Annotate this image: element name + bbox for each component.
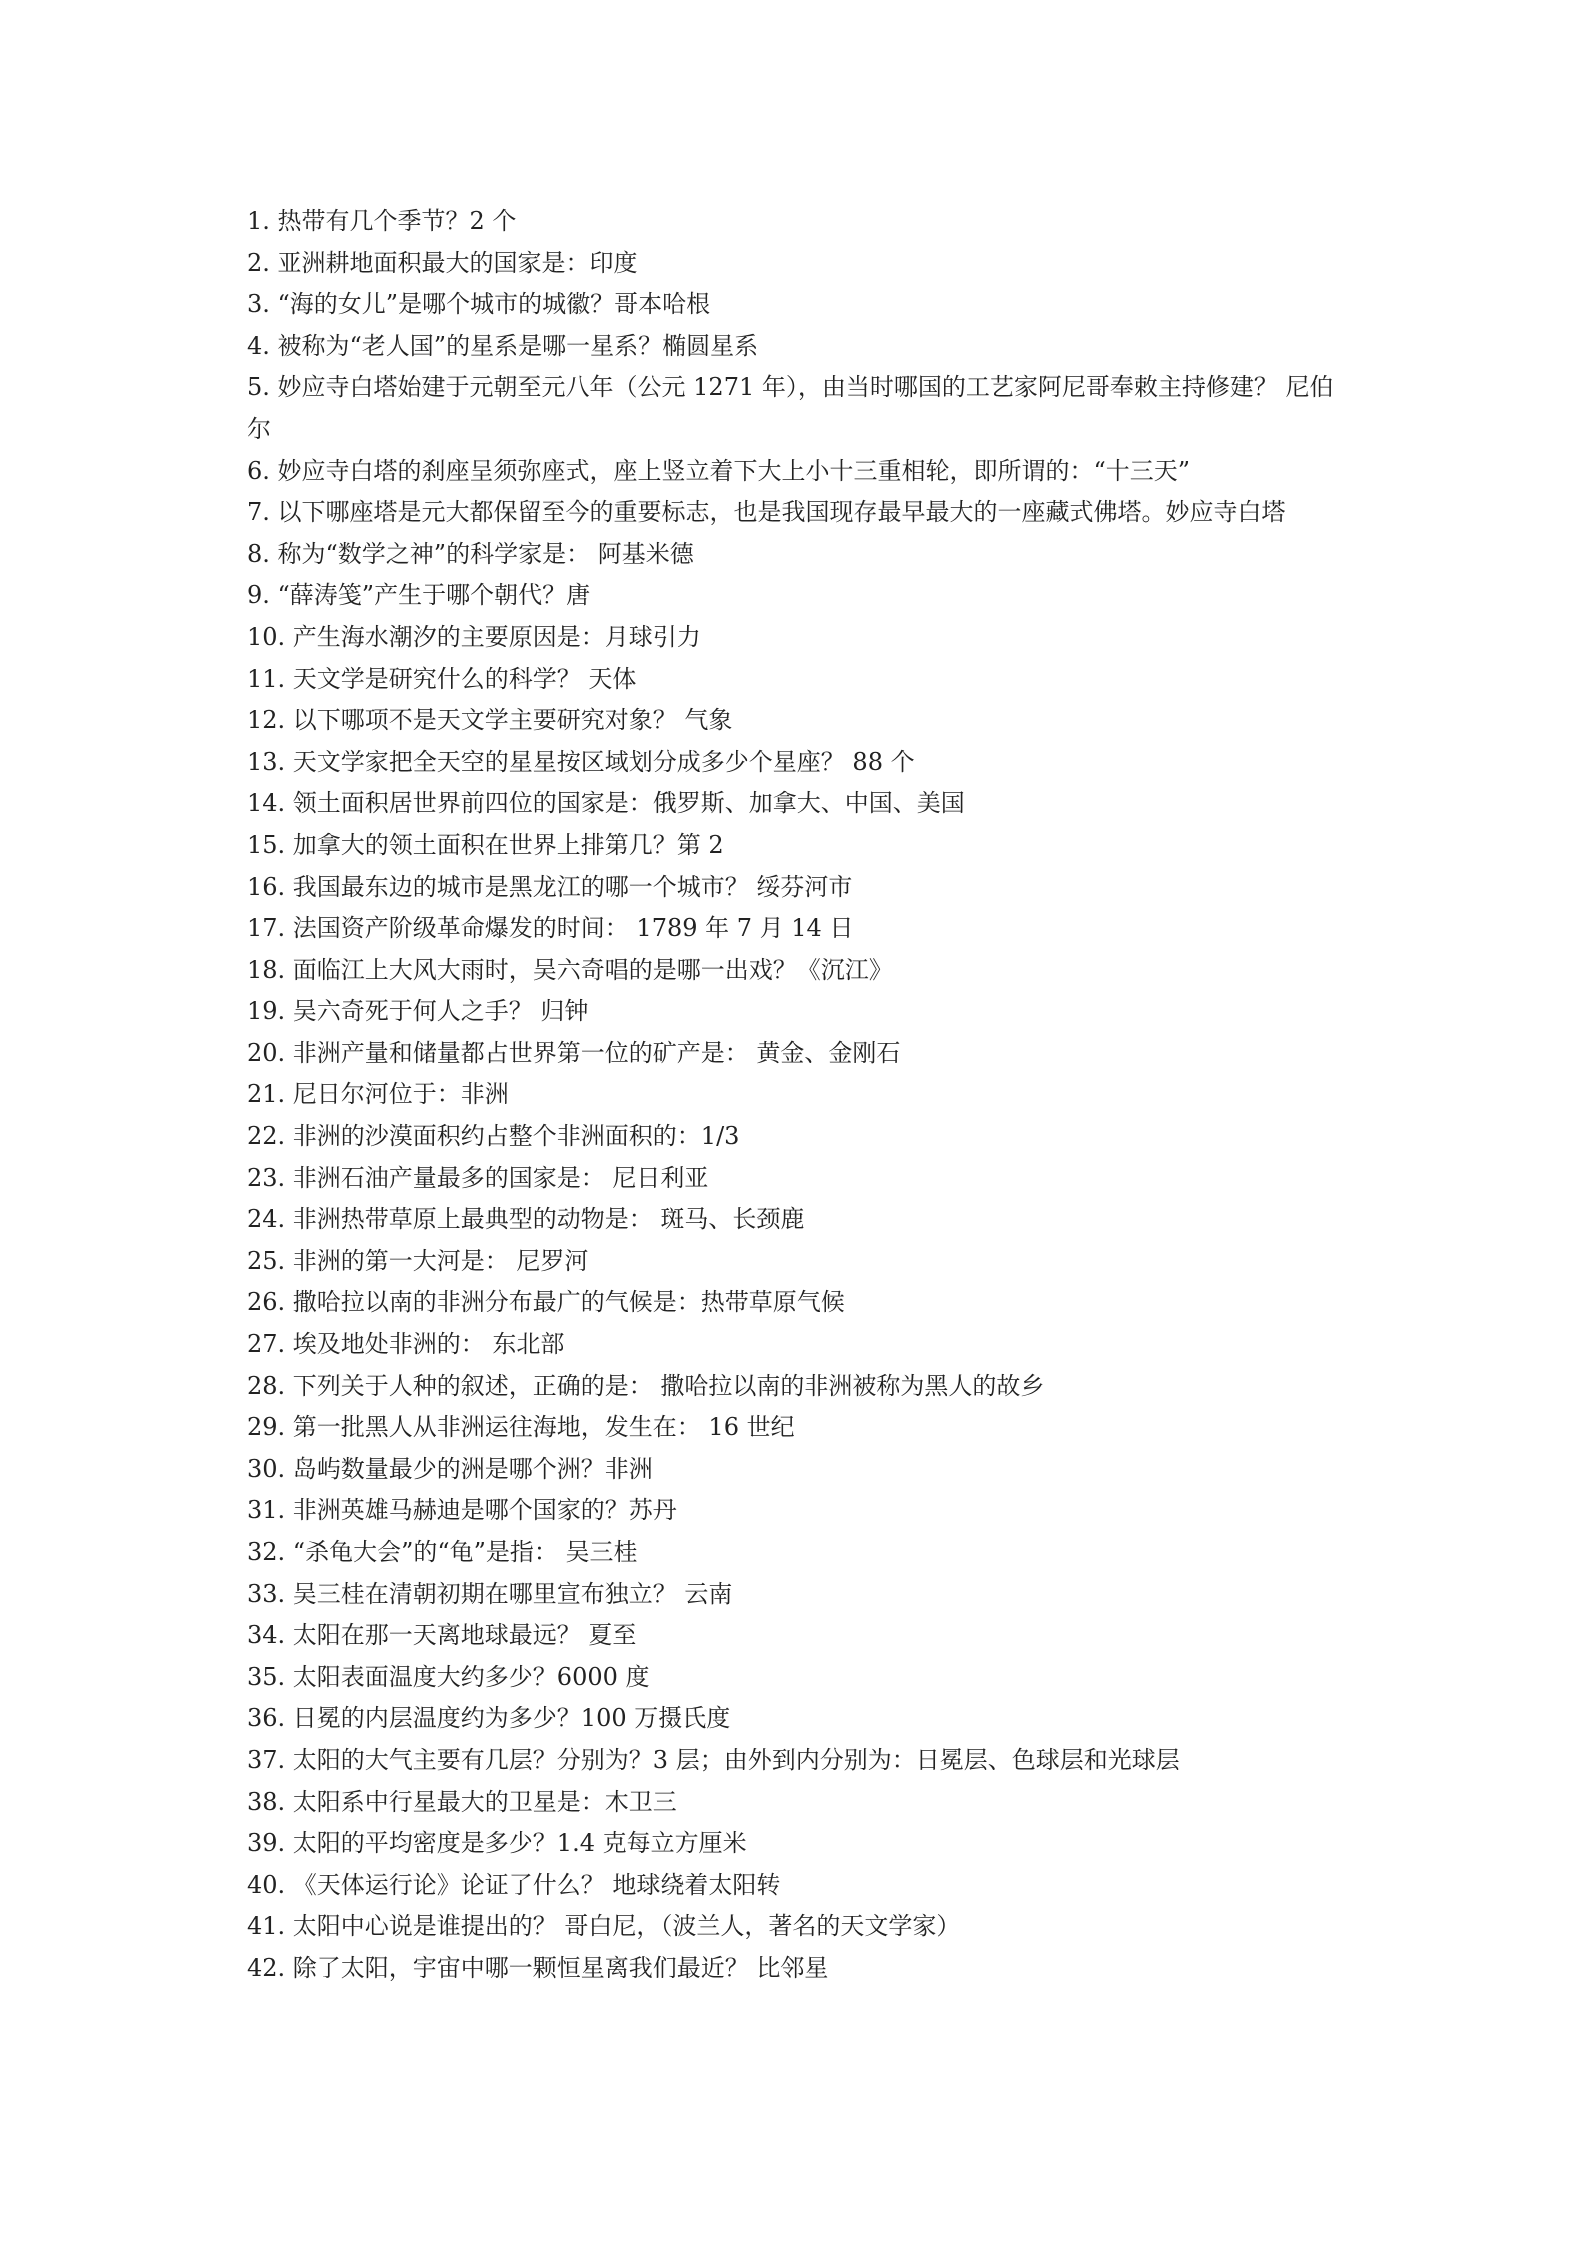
list-item <box>247 950 1357 992</box>
list-item <box>247 451 1357 493</box>
list-item-text: 6. 妙应寺白塔的刹座呈须弥座式，座上竖立着下大上小十三重相轮，即所谓的：“十三天” <box>247 456 1191 485</box>
list-item-text: 34. 太阳在那一天离地球最远？ 夏至 <box>247 1621 637 1650</box>
list-item-text: 11. 天文学是研究什么的科学？ 天体 <box>247 664 637 693</box>
list-item-text: 39. 太阳的平均密度是多少？1.4 克每立方厘米 <box>247 1829 747 1858</box>
list-item-text: 26. 撒哈拉以南的非洲分布最广的气候是：热带草原气候 <box>247 1288 845 1317</box>
list-item <box>247 1865 1357 1907</box>
list-item-text: 9. “薛涛笺”产生于哪个朝代？唐 <box>247 581 591 610</box>
list-item-text: 33. 吴三桂在清朝初期在哪里宣布独立？ 云南 <box>247 1579 733 1608</box>
list-item <box>247 867 1357 909</box>
list-item-text: 24. 非洲热带草原上最典型的动物是： 斑马、长颈鹿 <box>247 1205 805 1234</box>
list-item-text: 21. 尼日尔河位于：非洲 <box>247 1080 509 1109</box>
list-item <box>247 1948 1357 1990</box>
question-answer-list <box>247 201 1357 1990</box>
list-item <box>247 783 1357 825</box>
list-item-text: 19. 吴六奇死于何人之手？ 归钟 <box>247 997 589 1026</box>
list-item-text: 37. 太阳的大气主要有几层？分别为？3 层；由外到内分别为：日冕层、色球层和光球层 <box>247 1745 1180 1774</box>
list-item-text: 32. “杀龟大会”的“龟”是指： 吴三桂 <box>247 1538 638 1566</box>
list-item <box>247 326 1357 368</box>
list-item-text: 16. 我国最东边的城市是黑龙江的哪一个城市？ 绥芬河市 <box>247 872 853 901</box>
list-item-text: 17. 法国资产阶级革命爆发的时间： 1789 年 7 月 14 日 <box>247 914 854 943</box>
list-item <box>247 1782 1357 1824</box>
list-item <box>247 742 1357 784</box>
list-item-text: 20. 非洲产量和储量都占世界第一位的矿产是： 黄金、金刚石 <box>247 1038 901 1067</box>
list-item <box>247 1158 1357 1200</box>
list-item-text: 8. 称为“数学之神”的科学家是： 阿基米德 <box>247 539 694 568</box>
list-item-text: 7. 以下哪座塔是元大都保留至今的重要标志，也是我国现存最早最大的一座藏式佛塔。妙应寺白塔 <box>247 498 1286 527</box>
list-item <box>247 1407 1357 1449</box>
list-item-text: 42. 除了太阳，宇宙中哪一颗恒星离我们最近？ 比邻星 <box>247 1953 829 1982</box>
list-item <box>247 1449 1357 1491</box>
list-item <box>247 575 1357 617</box>
list-item <box>247 659 1357 701</box>
list-item-text: 4. 被称为“老人国”的星系是哪一星系？椭圆星系 <box>247 331 759 360</box>
list-item-text: 36. 日冕的内层温度约为多少？100 万摄氏度 <box>247 1704 731 1733</box>
list-item-text: 1. 热带有几个季节？2 个 <box>247 207 517 235</box>
list-item <box>247 1740 1357 1782</box>
list-item <box>247 1241 1357 1283</box>
list-item <box>247 243 1357 285</box>
list-item-text: 27. 埃及地处非洲的： 东北部 <box>247 1330 565 1359</box>
list-item-text: 13. 天文学家把全天空的星星按区域划分成多少个星座？ 88 个 <box>247 747 915 776</box>
list-item <box>247 1657 1357 1699</box>
list-item <box>247 1033 1357 1075</box>
list-item <box>247 700 1357 742</box>
list-item <box>247 1366 1357 1408</box>
list-item-text: 10. 产生海水潮汐的主要原因是：月球引力 <box>247 622 701 651</box>
list-item-text: 23. 非洲石油产量最多的国家是： 尼日利亚 <box>247 1163 709 1192</box>
list-item <box>247 201 1357 243</box>
list-item-text: 29. 第一批黑人从非洲运往海地，发生在： 16 世纪 <box>247 1413 795 1442</box>
list-item-text: 22. 非洲的沙漠面积约占整个非洲面积的：1/3 <box>247 1122 740 1151</box>
list-item <box>247 1532 1357 1574</box>
list-item <box>247 825 1357 867</box>
list-item <box>247 1282 1357 1324</box>
list-item <box>247 908 1357 950</box>
list-item-text: 15. 加拿大的领土面积在世界上排第几？第 2 <box>247 830 724 859</box>
list-item <box>247 1698 1357 1740</box>
list-item <box>247 1490 1357 1532</box>
list-item-text: 3. “海的女儿”是哪个城市的城徽？哥本哈根 <box>247 290 711 319</box>
list-item-text: 35. 太阳表面温度大约多少？6000 度 <box>247 1662 650 1691</box>
list-item <box>247 617 1357 659</box>
list-item <box>247 1906 1357 1948</box>
list-item <box>247 1074 1357 1116</box>
list-item <box>247 1324 1357 1366</box>
list-item <box>247 367 1357 450</box>
list-item-text: 30. 岛屿数量最少的洲是哪个洲？非洲 <box>247 1454 653 1483</box>
list-item-text: 12. 以下哪项不是天文学主要研究对象？ 气象 <box>247 706 733 735</box>
list-item <box>247 492 1357 534</box>
list-item-text: 18. 面临江上大风大雨时，吴六奇唱的是哪一出戏？《沉江》 <box>247 955 893 984</box>
list-item-text: 5. 妙应寺白塔始建于元朝至元八年（公元 1271 年），由当时哪国的工艺家阿尼哥奉敕主持修建？ 尼伯尔 <box>247 373 1334 443</box>
list-item <box>247 1823 1357 1865</box>
list-item-text: 41. 太阳中心说是谁提出的？ 哥白尼，（波兰人，著名的天文学家） <box>247 1912 961 1941</box>
list-item <box>247 1199 1357 1241</box>
list-item <box>247 1116 1357 1158</box>
list-item-text: 2. 亚洲耕地面积最大的国家是：印度 <box>247 248 638 277</box>
list-item <box>247 284 1357 326</box>
list-item-text: 14. 领土面积居世界前四位的国家是：俄罗斯、加拿大、中国、美国 <box>247 789 965 818</box>
list-item-text: 38. 太阳系中行星最大的卫星是：木卫三 <box>247 1787 677 1816</box>
list-item <box>247 1615 1357 1657</box>
list-item <box>247 1574 1357 1616</box>
list-item-text: 40. 《天体运行论》论证了什么？ 地球绕着太阳转 <box>247 1870 781 1899</box>
list-item <box>247 534 1357 576</box>
list-item-text: 25. 非洲的第一大河是： 尼罗河 <box>247 1246 589 1275</box>
list-item-text: 31. 非洲英雄马赫迪是哪个国家的？苏丹 <box>247 1496 677 1525</box>
list-item <box>247 991 1357 1033</box>
list-item-text: 28. 下列关于人种的叙述，正确的是： 撒哈拉以南的非洲被称为黑人的故乡 <box>247 1371 1045 1400</box>
